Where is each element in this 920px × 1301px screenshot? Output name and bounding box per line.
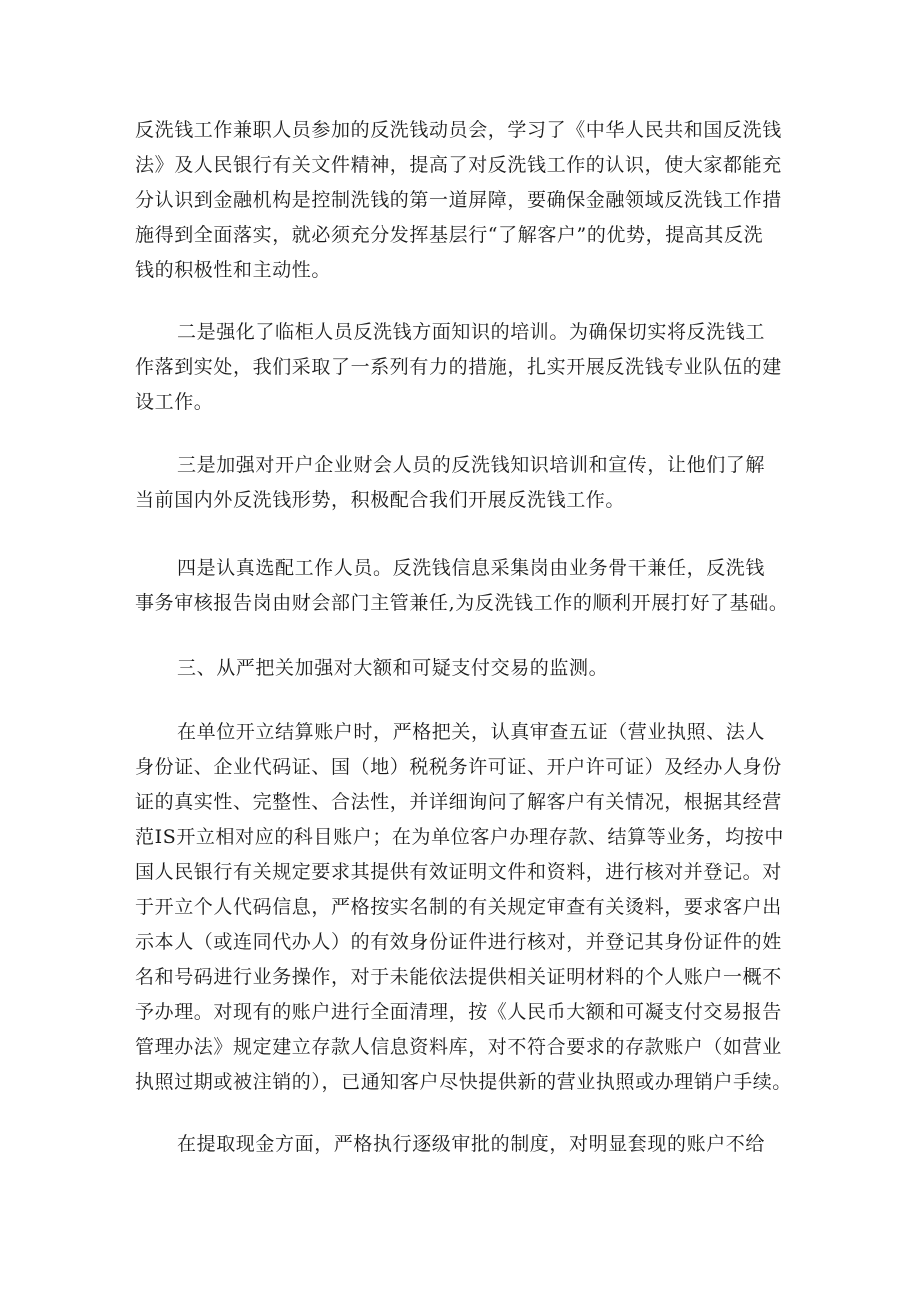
paragraph-1-line-3: 分认识到金融机构是控制洗钱的第一道屏障，要确保金融领域反洗钱工作措 <box>135 189 782 211</box>
paragraph-4-line-2: 事务审核报告岗由财会部门主管兼任,为反洗钱工作的顺利开展打好了基础。 <box>135 592 789 614</box>
paragraph-2-line-2: 作落到实处，我们采取了一系列有力的措施，扎实开展反洗钱专业队伍的建 <box>135 356 782 378</box>
paragraph-1-line-2: 法》及人民银行有关文件精神，提高了对反洗钱工作的认识，使大家都能充 <box>135 154 782 176</box>
paragraph-6-line-4: 范IS开立相对应的科目账户；在为单位客户办理存款、结算等业务，均按中 <box>135 826 784 848</box>
paragraph-6-line-6: 于开立个人代码信息，严格按实名制的有关规定审查有关烫料，要求客户出 <box>135 896 782 918</box>
paragraph-6-line-8: 名和号码进行业务操作，对于未能依法提供相关证明材料的个人账户一概不 <box>135 966 782 988</box>
paragraph-4-line-1: 四是认真选配工作人员。反洗钱信息采集岗由业务骨干兼任，反洗钱 <box>177 557 766 579</box>
paragraph-6-line-10: 管理办法》规定建立存款人信息资料库，对不符合要求的存款账户（如营业 <box>135 1036 782 1058</box>
paragraph-6-line-5: 国人民银行有关规定要求其提供有效证明文件和资料，进行核对并登记。对 <box>135 861 782 883</box>
paragraph-2-line-3: 设工作。 <box>135 391 214 413</box>
paragraph-6-line-1: 在单位开立结算账户时，严格把关，认真审查五证（营业执照、法人 <box>177 721 766 743</box>
section-heading: 三、从严把关加强对大额和可疑支付交易的监测。 <box>177 657 609 679</box>
paragraph-7-line-1: 在提取现金方面，严格执行逐级审批的制度，对明显套现的账户不给 <box>177 1133 766 1155</box>
paragraph-2-line-1: 二是强化了临柜人员反洗钱方面知识的培训。为确保切实将反洗钱工 <box>177 321 766 343</box>
paragraph-6-line-11: 执照过期或被注销的），已通知客户尽快提供新的营业执照或办理销户手续。 <box>135 1071 792 1093</box>
paragraph-3-line-1: 三是加强对开户企业财会人员的反洗钱知识培训和宣传，让他们了解 <box>177 454 766 476</box>
paragraph-1-line-4: 施得到全面落实，就必须充分发挥基层行“了解客户”的优势，提高其反洗 <box>135 224 764 246</box>
paragraph-6-line-7: 示本人（或连同代办人）的有效身份证件进行核对，并登记其身份证件的姓 <box>135 931 782 953</box>
paragraph-6-line-3: 证的真实性、完整性、合法性，并详细询问了解客户有关情况，根据其经营 <box>135 791 782 813</box>
paragraph-1-line-5: 钱的积极性和主动性。 <box>135 259 332 281</box>
paragraph-1-line-1: 反洗钱工作兼职人员参加的反洗钱动员会，学习了《中华人民共和国反洗钱 <box>135 119 782 141</box>
paragraph-6-line-2: 身份证、企业代码证、国（地）税税务许可证、开户许可证）及经办人身份 <box>135 756 782 778</box>
paragraph-3-line-2: 当前国内外反洗钱形势，积极配合我们开展反洗钱工作。 <box>135 489 626 511</box>
paragraph-6-line-9: 予办理。对现有的账户进行全面清理，按《人民币大额和可凝支付交易报告 <box>135 1001 782 1023</box>
